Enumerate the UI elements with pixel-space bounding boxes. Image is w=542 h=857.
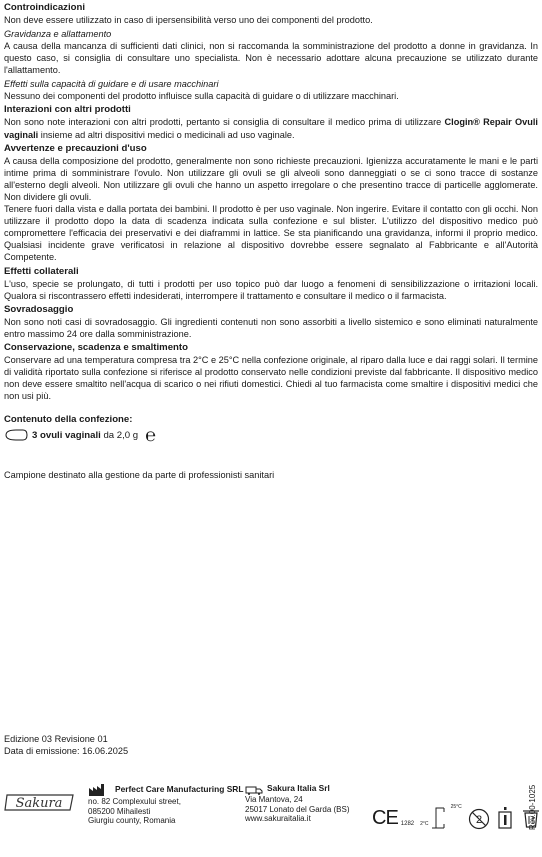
distributor-address-1: Via Mantova, 24 <box>245 795 303 804</box>
manufacturer-address-3: Giurgiu county, Romania <box>88 816 176 825</box>
sakura-logo <box>4 791 76 818</box>
consult-instructions-icon <box>496 806 516 830</box>
manufacturer-address-2: 085200 Mihailesti <box>88 806 151 816</box>
interactions-title: Interazioni con altri prodotti <box>4 104 131 116</box>
warnings-text-1: A causa della composizione del prodotto, generalmente non sono richieste precauzioni. Igienizza accuratamente le mani e le parti intime prima di somministrare l'ovulo. Non utilizzare gli ovuli se gli alveoli sono danneggiati o se ci sono tracce di sostanze all'esterno degli alveoli. Non utilizzare gli ovuli che hanno un aspetto irregolare o che presentino tracce di particelle agglomerate. Non dividere gli ovuli. <box>4 155 538 202</box>
distributor-icon <box>245 783 263 795</box>
storage-title: Conservazione, scadenza e smaltimento <box>4 341 188 353</box>
manufacturer-name: Perfect Care Manufacturing SRL <box>115 784 244 795</box>
driving-text: Nessuno dei componenti del prodotto influisce sulla capacità di guidare o di utilizzare macchinari. <box>4 91 399 102</box>
edition-block <box>4 733 128 757</box>
driving-title: Effetti sulla capacità di guidare e di usare macchinari <box>4 79 219 90</box>
regulatory-symbols <box>372 804 540 830</box>
notified-body-number: 1282 <box>400 821 415 827</box>
product-name: Clogin® Repair Ovuli vaginali <box>4 117 538 140</box>
contents-row <box>4 425 538 446</box>
distributor-website: www.sakuraitalia.it <box>245 814 311 823</box>
pregnancy-title: Gravidanza e allattamento <box>4 29 112 40</box>
manufacturer-icon <box>88 783 110 797</box>
contents-quantity: 3 ovuli vaginali da 2,0 g <box>32 429 139 441</box>
overdose-text: Non sono noti casi di sovradosaggio. Gli ingredienti contenuti non sono assorbiti a livello sistemico e sono eliminati naturalmente entro massimo 24 ore dalla somministrazione. <box>4 316 538 339</box>
pregnancy-text: A causa della mancanza di sufficienti dati clinici, non si raccomanda la somministrazione del prodotto a donne in gravidanza. In questo caso, si consiglia di consultare uno specialista. Non è necessario adottare alcuna precauzione se utilizzato durante l'allattamento. <box>4 41 538 76</box>
storage-text: Conservare ad una temperatura compresa tra 2°C e 25°C nella confezione originale, al riparo dalla luce e dai raggi solari. Il termine di validità riportato sulla confezione si riferisce al prodotto conservato nelle condizioni previste dal fabbricante. Il dispositivo medico non deve essere smaltito nell'acqua di scarico o nei rifiuti domestici. Chiedi al tuo farmacista come smaltire i dispositivi medici che non usi più. <box>4 354 538 402</box>
svg-text:Sakura: Sakura <box>15 796 63 811</box>
temperature-limit-icon: 2°C 25°C <box>420 804 462 827</box>
revision-code: Rev.00-1025 <box>528 784 537 830</box>
contraindications-text: Non deve essere utilizzato in caso di ipersensibilità verso uno dei componenti del prodotto. <box>4 15 373 25</box>
contents-title: Contenuto della confezione: <box>4 414 133 426</box>
warnings-text-2: Tenere fuori dalla vista e dalla portata dei bambini. Il prodotto è per uso vaginale. Non ingerire. Evitare il contatto con gli occhi. Non utilizzare il prodotto dopo la data di scadenza indicata sulla confezione e sul blister. L'utilizzo del dispositivo medico può compromettere l'efficacia dei preservativi e dei diaframmi in lattice. Se sta pianificando una gravidanza, informi il proprio medico. Qualsiasi incidente grave verificatosi in relazione al dispositivo dovrebbe essere segnalato al Fabbricante e all'Autorità Competente. <box>4 204 538 263</box>
issue-date: Data di emissione: 16.06.2025 <box>4 746 129 756</box>
svg-text:2: 2 <box>475 814 482 826</box>
edition-line: Edizione 03 Revisione 01 <box>4 734 108 744</box>
manufacturer-address-1: no. 82 Complexului street, <box>88 797 181 806</box>
manufacturer-block <box>88 783 243 826</box>
ce-mark-icon: CE <box>372 807 398 829</box>
distributor-address-2: 25017 Lonato del Garda (BS) <box>245 804 350 814</box>
do-not-reuse-icon <box>468 808 490 830</box>
footer <box>0 782 542 857</box>
leaflet-body <box>4 2 538 480</box>
side-effects-text: L'uso, specie se prolungato, di tutti i prodotti per uso topico può dar luogo a fenomeni di sensibilizzazione o irritazioni locali. Qualora si riscontrassero effetti indesiderati, interrompere il trattamento e consultare il medico o il farmacista. <box>4 278 538 301</box>
contraindications-title: Controindicazioni <box>4 2 86 13</box>
sample-note: Campione destinato alla gestione da parte di professionisti sanitari <box>4 470 275 481</box>
overdose-title: Sovradosaggio <box>4 303 74 315</box>
distributor-name: Sakura Italia Srl <box>267 783 330 794</box>
distributor-block <box>245 783 350 824</box>
interactions-text: Non sono note interazioni con altri prodotti, pertanto si consiglia di consultare il medico prima di utilizzare Clogin® Repair Ovuli vaginali insieme ad altri dispositivi medici o medicinali ad uso vaginale. <box>4 117 538 140</box>
estimated-sign-icon: ℮ <box>145 425 156 446</box>
side-effects-title: Effetti collaterali <box>4 265 79 277</box>
ovule-icon <box>4 429 28 441</box>
warnings-title: Avvertenze e precauzioni d'uso <box>4 142 147 154</box>
